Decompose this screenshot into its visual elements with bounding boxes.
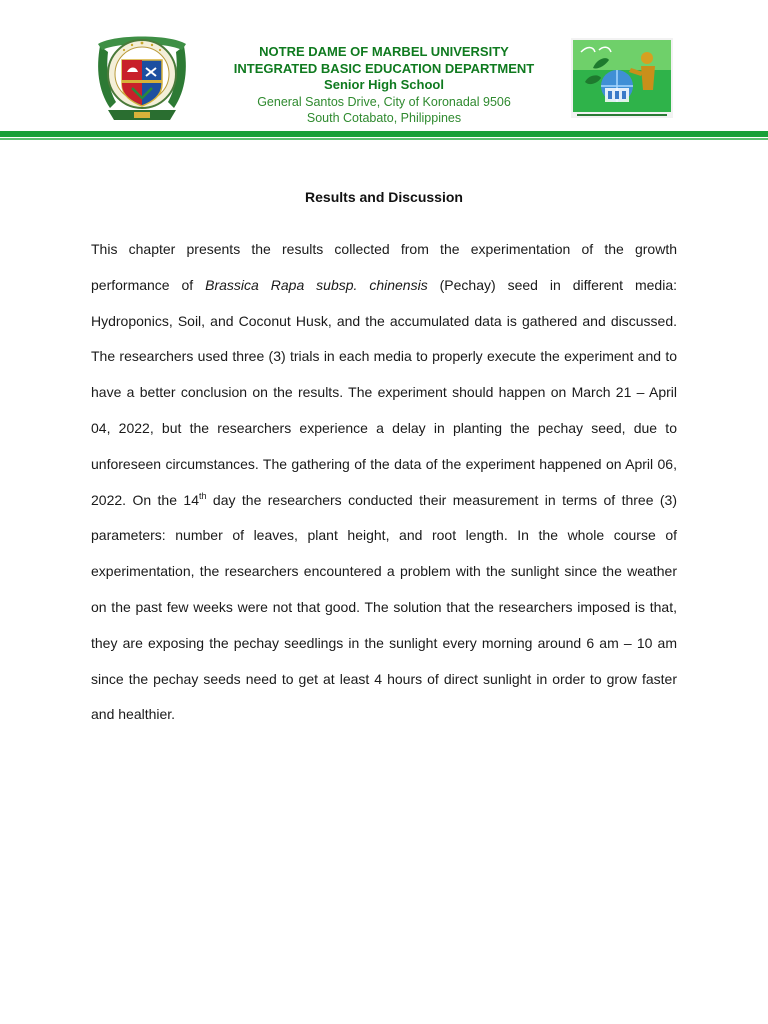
paragraph-text-3: day the researchers conducted their measurement in terms of three (3) parameters: number of leaves, plant height, and root length. In the whole course of experimentation, the researchers encountered a problem with the sunlight since the weather on the past few weeks were not that good. The solution that the researchers imposed is that, they are exposing the pechay seedlings in the sunlight every morning around 6 am – 10 am since the pechay seeds need to get at least 4 hours of direct sunlight in order to grow faster and healthier. <box>91 491 677 723</box>
section-title: Results and Discussion <box>305 189 463 205</box>
paragraph-text-2: (Pechay) seed in different media: Hydroponics, Soil, and Coconut Husk, and the accumulated data is gathered and discussed. The researchers used three (3) trials in each media to properly execute the experiment and to have a better conclusion on the results. The experiment should happen on March 21 – April 04, 2022, but the researchers experience a delay in planting the pechay seed, due to unforeseen circumstances. The gathering of the data of the experiment happened on April 06, 2022. On the 14 <box>91 276 677 508</box>
school-level: Senior High School <box>324 77 444 92</box>
department-name: INTEGRATED BASIC EDUCATION DEPARTMENT <box>233 60 535 76</box>
address-line-2: South Cotabato, Philippines <box>306 111 462 125</box>
letterhead <box>0 0 768 140</box>
letterhead-text <box>200 44 568 127</box>
green-university-logo-icon <box>571 38 673 118</box>
header-rule-thin <box>0 138 768 140</box>
body-paragraph <box>91 232 677 733</box>
university-name: NOTRE DAME OF MARBEL UNIVERSITY <box>259 44 509 59</box>
ordinal-suffix: th <box>198 490 207 501</box>
school-seal-icon <box>94 28 190 128</box>
paragraph-text-1: This chapter presents the results collected from the experimentation of the growth performance of <box>91 241 677 293</box>
address-line-1: General Santos Drive, City of Koronadal 9506 <box>257 94 511 109</box>
species-name: Brassica Rapa subsp. chinensis <box>205 276 428 293</box>
header-rule <box>0 131 768 137</box>
